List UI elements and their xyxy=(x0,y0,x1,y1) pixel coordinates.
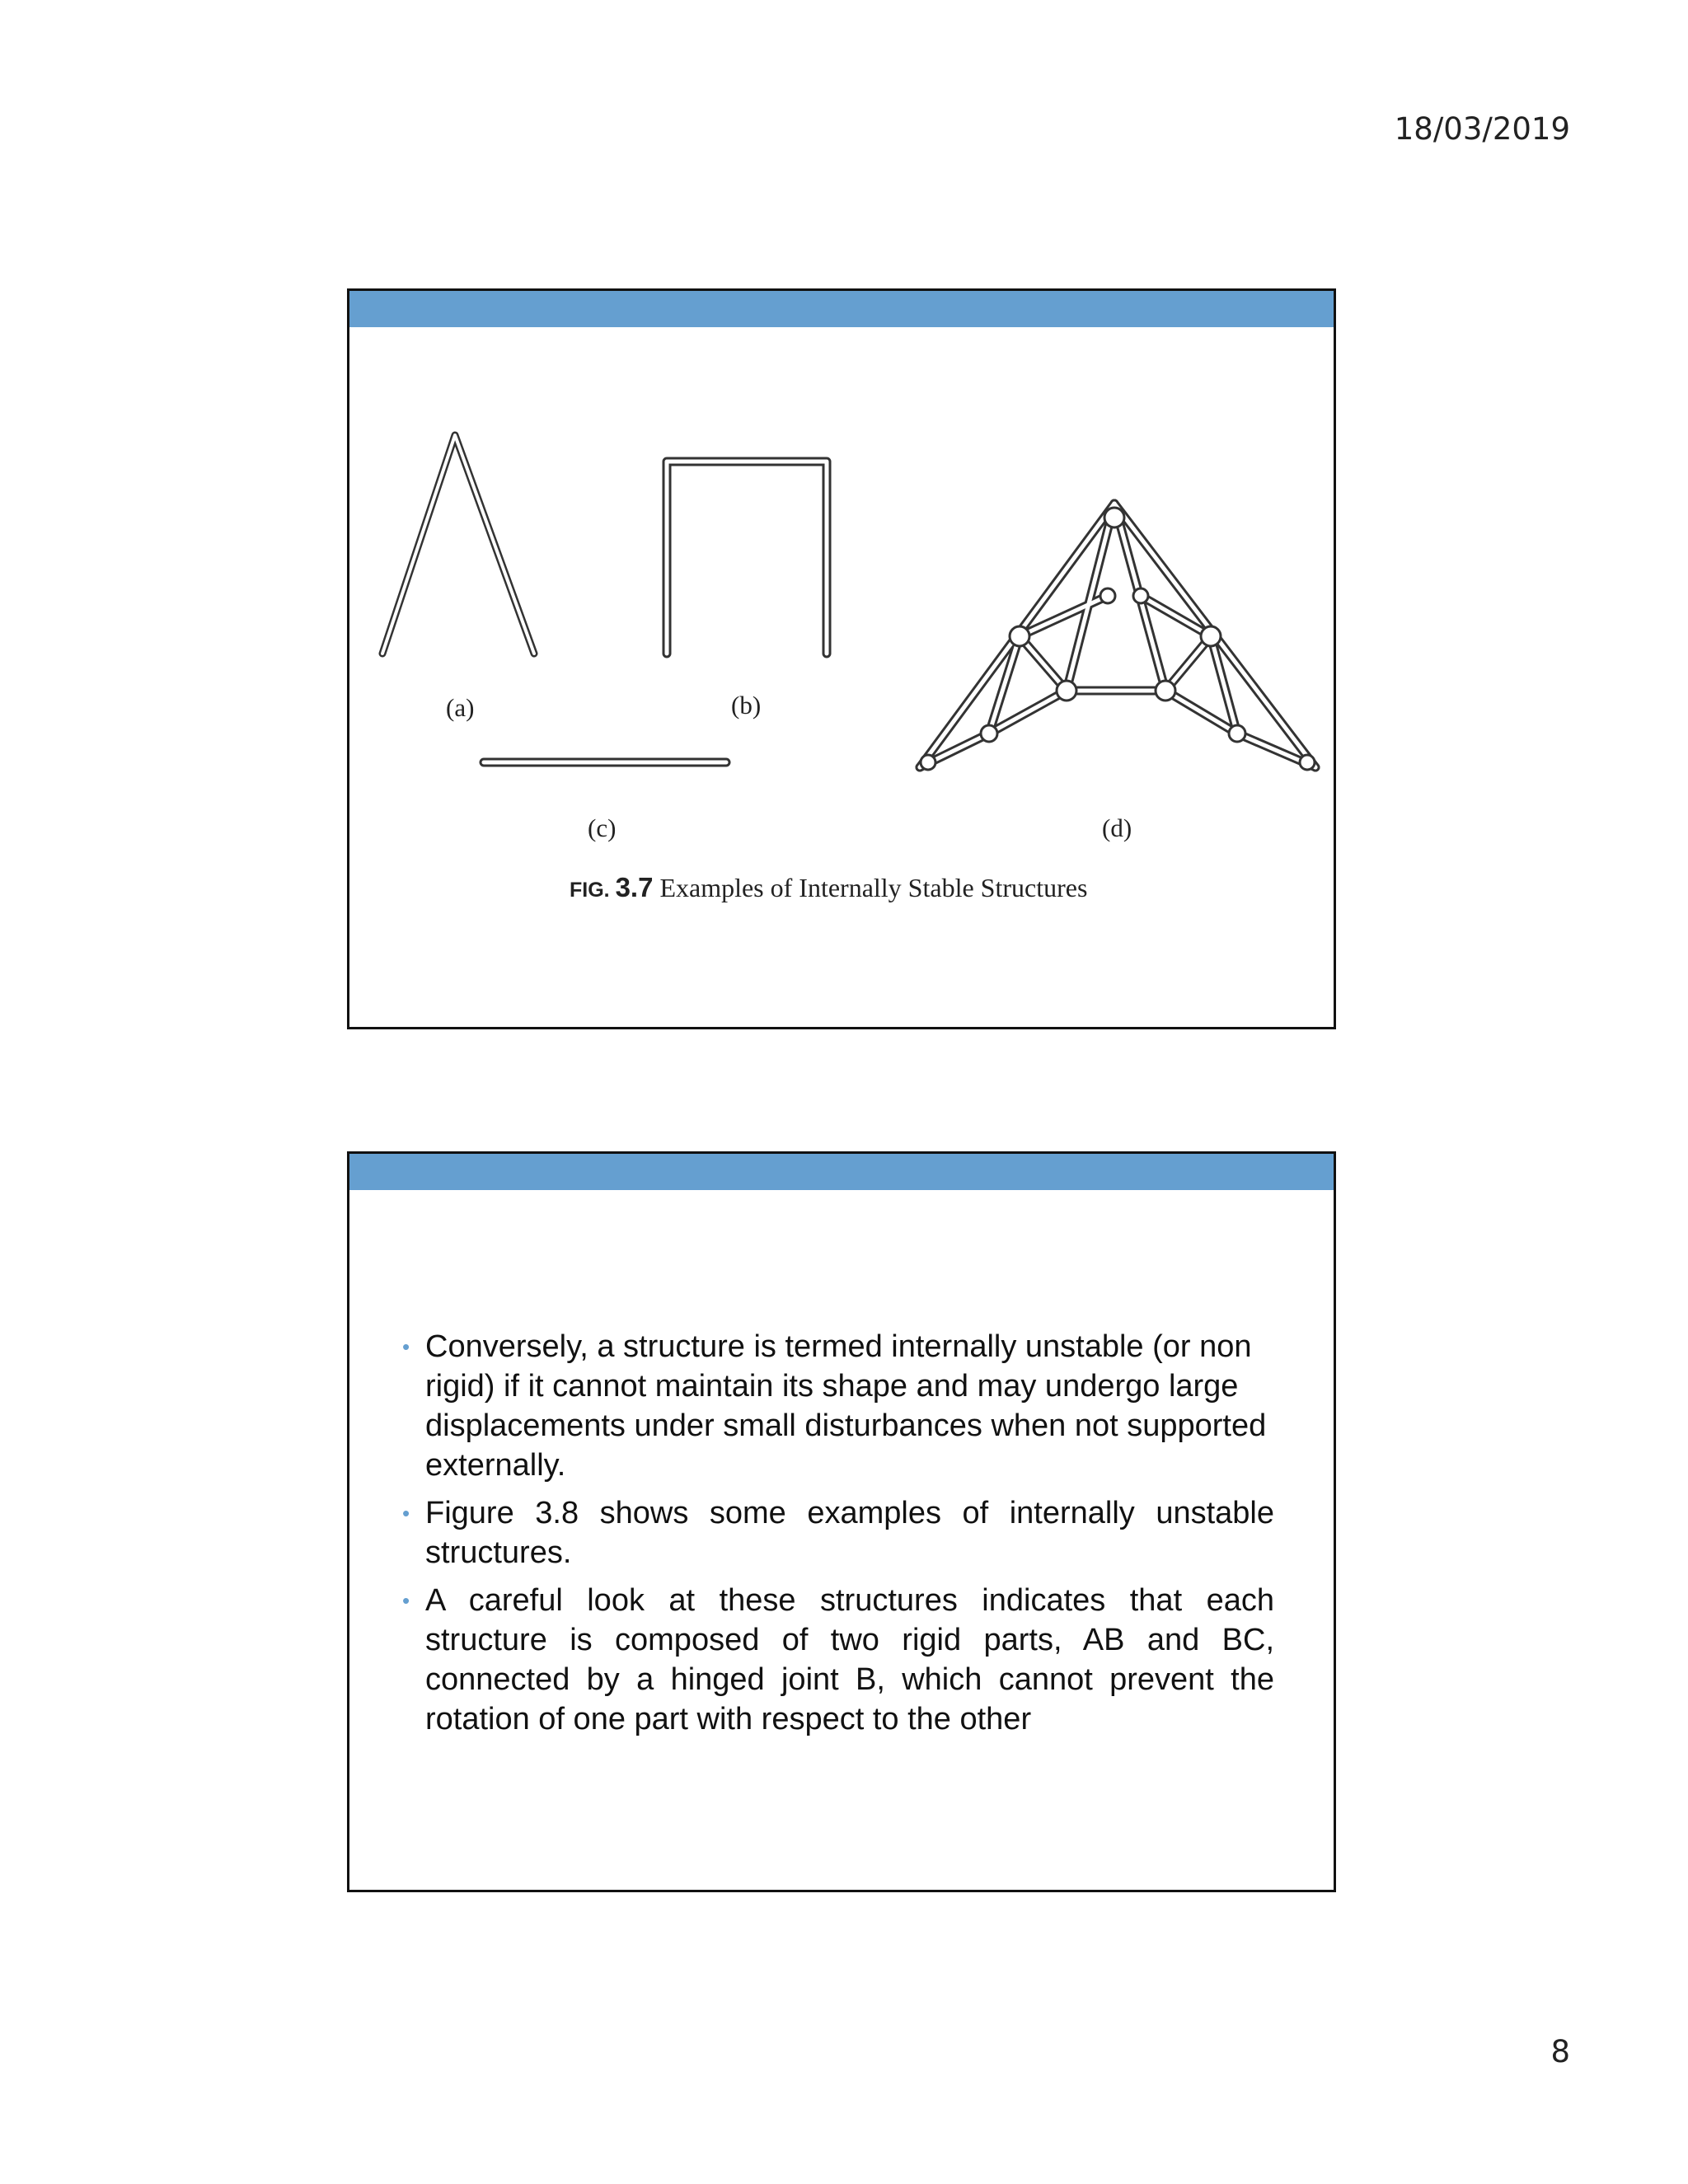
page-number: 8 xyxy=(1550,2034,1570,2069)
bullet-icon: • xyxy=(402,1588,410,1613)
bullet-text: Figure 3.8 shows some examples of internally unstable structures. xyxy=(425,1496,1274,1570)
figure-label-a: (a) xyxy=(446,693,475,722)
slide-figure-3-7 xyxy=(347,288,1336,1029)
bullet-list xyxy=(401,1327,1274,1747)
structure-b-portal xyxy=(667,462,827,654)
structure-d-truss xyxy=(920,504,1315,770)
bullet-item xyxy=(401,1327,1274,1485)
bullet-item xyxy=(401,1581,1274,1739)
figure-label-b: (b) xyxy=(731,691,762,719)
figure-number: FIG. 3.7 xyxy=(570,872,654,902)
structures-figure xyxy=(349,291,1334,1027)
bullet-text: Conversely, a structure is termed internally unstable (or non rigid) if it cannot maintain its shape and may undergo large displacements under small disturbances when not supported externally. xyxy=(425,1329,1267,1483)
structure-a-frame xyxy=(382,435,534,654)
header-date: 18/03/2019 xyxy=(1394,111,1570,147)
figure-label-c: (c) xyxy=(588,813,617,842)
figure-caption xyxy=(570,872,1087,903)
slide-internal-instability xyxy=(347,1151,1336,1892)
bullet-icon: • xyxy=(402,1501,410,1526)
figure-label-d: (d) xyxy=(1102,813,1132,842)
bullet-text: A careful look at these structures indicates that each structure is composed of two rigid parts, AB and BC, connected by a hinged joint B, which cannot prevent the rotation of one part with respect to the other xyxy=(425,1583,1274,1736)
bullet-icon: • xyxy=(402,1334,410,1359)
bullet-item xyxy=(401,1493,1274,1572)
figure-caption-text: Examples of Internally Stable Structures xyxy=(659,873,1088,902)
slide-title-bar xyxy=(349,1154,1334,1190)
